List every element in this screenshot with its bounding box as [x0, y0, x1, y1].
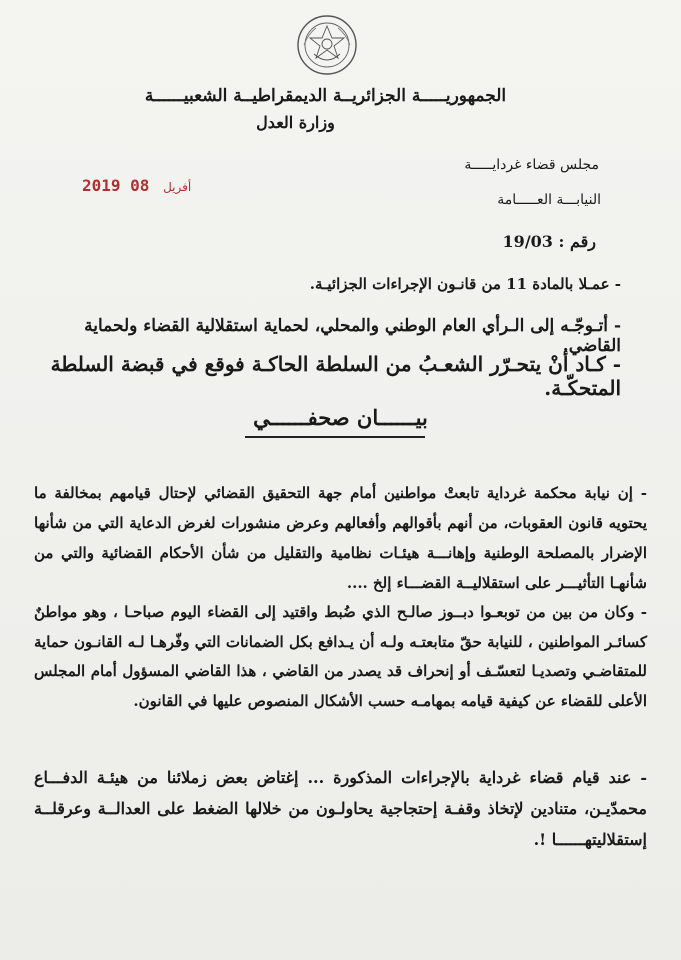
reference-number: رقم : 19/03 — [502, 232, 596, 251]
bullet-legal-basis: - عمـلا بالمادة 11 من قانـون الإجراءات الجزائيـة. — [309, 275, 621, 293]
date-month: أفريل — [163, 180, 192, 194]
date-day: 08 — [130, 176, 150, 195]
council-name: مجلس قضاء غردايـــــة — [464, 157, 599, 173]
paragraph-2: - وكان من بين من توبعـوا دبــوز صالـح الذي ضُبط واقتيد إلى القضاء اليوم صباحـا ، وهو مواطنٌ كسائـر المواطنين ، للنيابة حقّ متابعتـه ولـه أن يـدافع بكل الضمانات التي وفّرهـا لـه القانـون حماية للمتقاضـي وتصديـا لتعسّـف أو إنحراف قد يصدر من القاضي ، هذا القاضي المسؤول أمام المجلس الأعلى للقضاء عن كيفية قيامه بمهامـه حسب الأشكال المنصوص عليها في القانون. — [34, 603, 647, 710]
national-emblem-icon — [296, 14, 358, 76]
republic-heading: الجمهوريـــــة الجزائريــة الديمقراطيــة الشعبيــــــة — [144, 86, 507, 106]
paragraph-3: - عند قيام قضاء غرداية بالإجراءات المذكورة ... إغتاض بعض زملائنا من هيئـة الدفـــاع محمدّيـن، متنادين لإتخاذ وقفـة إحتجاجية يحاولـون من خلالها الضغط على العدالــة وعرقلــة إستقلاليتهــــــا !. — [34, 768, 647, 849]
date-stamp — [82, 176, 195, 195]
date-year: 2019 — [82, 176, 121, 195]
bullet-address: - أتـوجّـه إلى الـرأي العام الوطني والمحلي، لحماية استقلالية القضاء ولحماية القاضي. — [84, 316, 621, 356]
title-underline — [245, 436, 425, 438]
paragraph-1: - إن نيابة محكمة غرداية تابعتْ مواطنين أمام جهة التحقيق القضائي لإحتال قيامهم بمخالفة ما يحتويه قانون العقوبات، من أنهم بأقوالهم وأفعالهم وعرض منشورات لغرض الدعاية التي من شأنها الإضرار بالمصلحة الوطنية وإهانـــة هيئـات نظامية والتقليل من شأن الأحكام القضائية والتي من شأنهـا التأثيـــر على استقلاليــة القضـــاء إلخ .... — [34, 484, 647, 592]
document-title: بيــــــان صحفــــــي — [253, 405, 428, 430]
prosecution-name: النيابـــة العـــــامة — [497, 192, 601, 208]
bullet-statement: - كـاد أنْ يتحـرّر الشعـبُ من السلطة الحاكـة فوقع في قبضة السلطة المتحكّـة. — [50, 352, 621, 400]
ministry-heading: وزارة العدل — [256, 113, 335, 132]
